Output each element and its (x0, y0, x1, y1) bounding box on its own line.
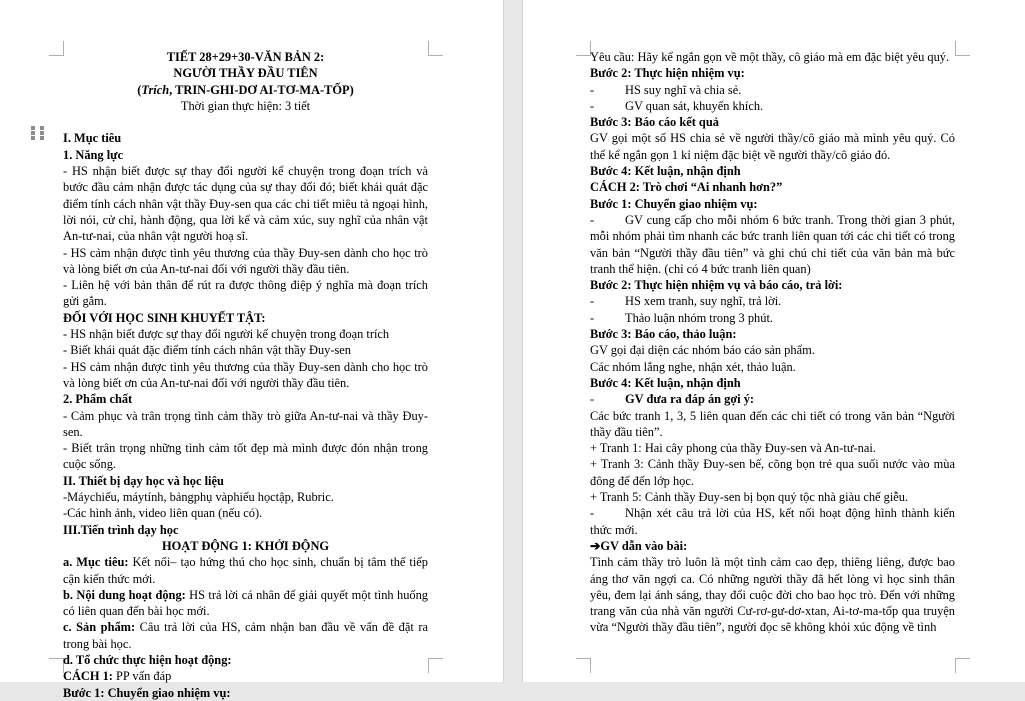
paragraph[interactable]: Các nhóm lắng nghe, nhận xét, thảo luận. (590, 359, 796, 374)
step-heading[interactable]: Bước 3: Báo cáo kết quả (590, 115, 719, 130)
crop-mark (428, 41, 443, 56)
paragraph[interactable]: - HS cảm nhận được tình yêu thương của thầy Đuy-sen dành cho học trò và lòng biết ơn của An-tư-nai đối với người thầy đầu tiên. (63, 245, 428, 276)
paragraph[interactable] (63, 587, 428, 620)
paragraph[interactable] (63, 554, 428, 587)
crop-mark (955, 41, 970, 56)
crop-mark (428, 658, 443, 673)
list-marker: - (590, 98, 595, 113)
subheading-to-chuc[interactable]: d. Tổ chức thực hiện hoạt động: (63, 652, 232, 667)
subheading-hs-khuyet-tat[interactable]: ĐỐI VỚI HỌC SINH KHUYẾT TẬT: (63, 310, 266, 325)
step-heading[interactable]: Bước 3: Báo cáo, thảo luận: (590, 327, 737, 342)
paragraph-lead: c. Sản phẩm: (63, 620, 136, 635)
paragraph[interactable]: - Cảm phục và trân trọng tình cảm thầy trò giữa An-tư-nai và thầy Đuy-sen. (63, 408, 428, 439)
page-2-text-column (590, 49, 955, 636)
section-heading-tien-trinh[interactable]: III.Tiến trình dạy học (63, 522, 179, 537)
subheading-cach-2[interactable]: CÁCH 2: Trò chơi “Ai nhanh hơn?” (590, 180, 783, 195)
paragraph-lead: CÁCH 1: (63, 669, 113, 684)
list-text: GV cung cấp cho mỗi nhóm 6 bức tranh. Trong thời gian 3 phút, mỗi nhóm phải tìm nhanh các bức tranh liên quan tới các chi tiết có trong văn bản “Người thầy đầu tiên” và ghi chú chi tiết của văn bản mà bức tranh thể hiện. (chỉ có 4 bức tranh liên quan) (590, 212, 955, 276)
list-text: GV đưa ra đáp án gợi ý: (625, 392, 755, 407)
paragraph[interactable]: - HS nhận biết được sự thay đổi người kể chuyện trong đoạn trích và bước đầu cảm nhận được tác dụng của sự thay đổi đó; biết khái quát đặc điểm tính cách nhân vật thầy Đuy-sen qua các chi tiết miêu tả ngoại hình, lời nói, cử chỉ, hành động, qua lời kể và cảm xúc, suy nghĩ của nhân vật An-tư-nai, của nhân vật người hoạ sĩ. (63, 164, 428, 244)
list-item[interactable] (590, 212, 955, 277)
list-text: GV quan sát, khuyến khích. (625, 98, 764, 113)
paragraph[interactable]: - HS cảm nhận được tình yêu thương của thầy Đuy-sen dành cho học trò và lòng biết ơn của An-tư-nai đối với người thầy đầu tiên. (63, 359, 428, 390)
list-marker: - (590, 392, 595, 407)
paragraph[interactable]: - HS nhận biết được sự thay đổi người kể chuyện trong đoạn trích (63, 327, 390, 342)
crop-mark (576, 658, 591, 673)
doc-title-line-2[interactable]: NGƯỜI THẦY ĐẦU TIÊN (173, 66, 318, 81)
paragraph-rest: PP vấn đáp (112, 669, 172, 684)
paragraph-rest: HS trả lời cá nhân để giải quyết một tình huống có liên quan đến bài học mới. (63, 587, 428, 619)
paragraph[interactable]: Các bức tranh 1, 3, 5 liên quan đến các chi tiết có trong văn bản “Người thầy đầu tiên”. (590, 408, 955, 439)
list-marker: - (590, 82, 595, 97)
paragraph[interactable]: + Tranh 1: Hai cây phong của thầy Đuy-sen và An-tư-nai. (590, 441, 876, 456)
crop-mark (49, 658, 64, 673)
crop-mark (576, 41, 591, 56)
paragraph[interactable]: GV gọi một số HS chia sẻ về người thầy/cô giáo mà mình yêu quý. Có thể kể ngắn gọn 1 kỉ niệm đặc biệt về người thầy/cô giáo đó. (590, 131, 955, 162)
paragraph-lead: b. Nội dung hoạt động: (63, 587, 186, 602)
activity-heading-khoi-dong[interactable]: HOẠT ĐỘNG 1: KHỞI ĐỘNG (161, 538, 330, 553)
step-heading[interactable]: Bước 4: Kết luận, nhận định (590, 375, 741, 390)
step-heading[interactable]: Bước 4: Kết luận, nhận định (590, 164, 741, 179)
list-marker: - (590, 294, 595, 309)
paragraph[interactable]: + Tranh 3: Cảnh thầy Đuy-sen bế, cõng bọn trẻ qua suối nước vào mùa đông để đến lớp học. (590, 457, 955, 488)
crop-mark (49, 41, 64, 56)
section-heading-thiet-bi[interactable]: II. Thiết bị dạy học và học liệu (63, 473, 224, 488)
list-marker: - (590, 310, 595, 325)
step-heading[interactable]: Bước 2: Thực hiện nhiệm vụ và báo cáo, trả lời: (590, 278, 843, 293)
subheading-nang-luc[interactable]: 1. Năng lực (63, 147, 124, 162)
paragraph[interactable]: Yêu cầu: Hãy kể ngắn gọn về một thầy, cô giáo mà em đặc biệt yêu quý. (590, 50, 950, 64)
paragraph[interactable]: - Biết trân trọng những tình cảm tốt đẹp mà mình được đón nhận trong cuộc sống. (63, 441, 428, 472)
step-heading[interactable]: Bước 1: Chuyển giao nhiệm vụ: (63, 685, 231, 700)
list-item[interactable] (590, 391, 955, 407)
paragraph[interactable]: -Các hình ảnh, video liên quan (nếu có). (63, 506, 263, 521)
paragraph[interactable]: Tình cảm thầy trò luôn là một tình cảm cao đẹp, thiêng liêng, được bao áng thơ văn ngợi ca. Có những người thầy đã hết lòng vì học sinh thân yêu, đem lại ánh sáng, thay đổi cuộc đời cho bao học trò. Đến với những trang văn của nhà văn người Cư-rơ-gư-dơ-xtan, Ai-tơ-ma-tốp qua truyện vừa “Người thầy đầu tiên”, người đọc sẽ không khỏi xúc động về tình (590, 555, 955, 635)
paragraph[interactable]: - Biết khái quát đặc điểm tính cách nhân vật thầy Đuy-sen (63, 343, 351, 358)
author-pre: ( (137, 82, 142, 97)
paragraph[interactable]: + Tranh 5: Cảnh thầy Đuy-sen bị bọn quý tộc nhà giàu chế giễu. (590, 490, 909, 505)
paragraph-rest: Kết nối– tạo hứng thú cho học sinh, chuẩn bị tâm thế tiếp cận kiến thức mới. (63, 555, 428, 586)
doc-title-line-1[interactable]: TIẾT 28+29+30-VĂN BẢN 2: (166, 50, 325, 64)
list-item[interactable] (590, 82, 955, 98)
paragraph-rest: Câu trả lời của HS, cảm nhận ban đầu về vấn đề đặt ra trong bài học. (63, 620, 428, 651)
list-item[interactable] (590, 310, 955, 326)
paragraph[interactable] (63, 668, 428, 684)
step-heading[interactable]: Bước 2: Thực hiện nhiệm vụ: (590, 66, 745, 81)
paragraph[interactable]: - Liên hệ với bản thân để rút ra được thông điệp ý nghĩa mà đoạn trích gửi gắm. (63, 278, 428, 309)
list-marker: - (590, 506, 595, 521)
list-item[interactable] (590, 293, 955, 309)
lead-in-heading[interactable]: ➔GV dẫn vào bài: (590, 538, 688, 553)
doc-title-author[interactable] (63, 82, 428, 98)
list-text: HS suy nghĩ và chia sẻ. (625, 82, 742, 97)
doc-duration[interactable]: Thời gian thực hiện: 3 tiết (180, 98, 311, 113)
author-post: , TRIN-GHI-DƠ AI-TƠ-MA-TỐP) (169, 82, 354, 97)
section-heading-muc-tieu[interactable]: I. Mục tiêu (63, 131, 122, 146)
list-item[interactable] (590, 98, 955, 114)
subheading-pham-chat[interactable]: 2. Phẩm chất (63, 392, 133, 407)
paragraph[interactable] (63, 619, 428, 652)
blank-line (63, 114, 428, 130)
paragraph-lead: a. Mục tiêu: (63, 555, 129, 570)
crop-mark (955, 658, 970, 673)
list-text: Nhận xét câu trả lời của HS, kết nối hoạt động hình thành kiến thức mới. (590, 506, 955, 537)
list-text: HS xem tranh, suy nghĩ, trả lời. (625, 294, 782, 309)
author-italic: Trích (141, 82, 170, 97)
paragraph[interactable]: -Máychiếu, máytính, bảngphụ vàphiếu họctập, Rubric. (63, 490, 334, 505)
list-text: Thảo luận nhóm trong 3 phút. (625, 310, 773, 325)
drag-handle-icon[interactable] (31, 126, 44, 140)
paragraph[interactable]: GV gọi đại diện các nhóm báo cáo sản phẩm. (590, 343, 815, 358)
step-heading[interactable]: Bước 1: Chuyển giao nhiệm vụ: (590, 196, 758, 211)
page-1-text-column (63, 49, 428, 701)
list-marker: - (590, 212, 595, 227)
list-item[interactable] (590, 505, 955, 538)
